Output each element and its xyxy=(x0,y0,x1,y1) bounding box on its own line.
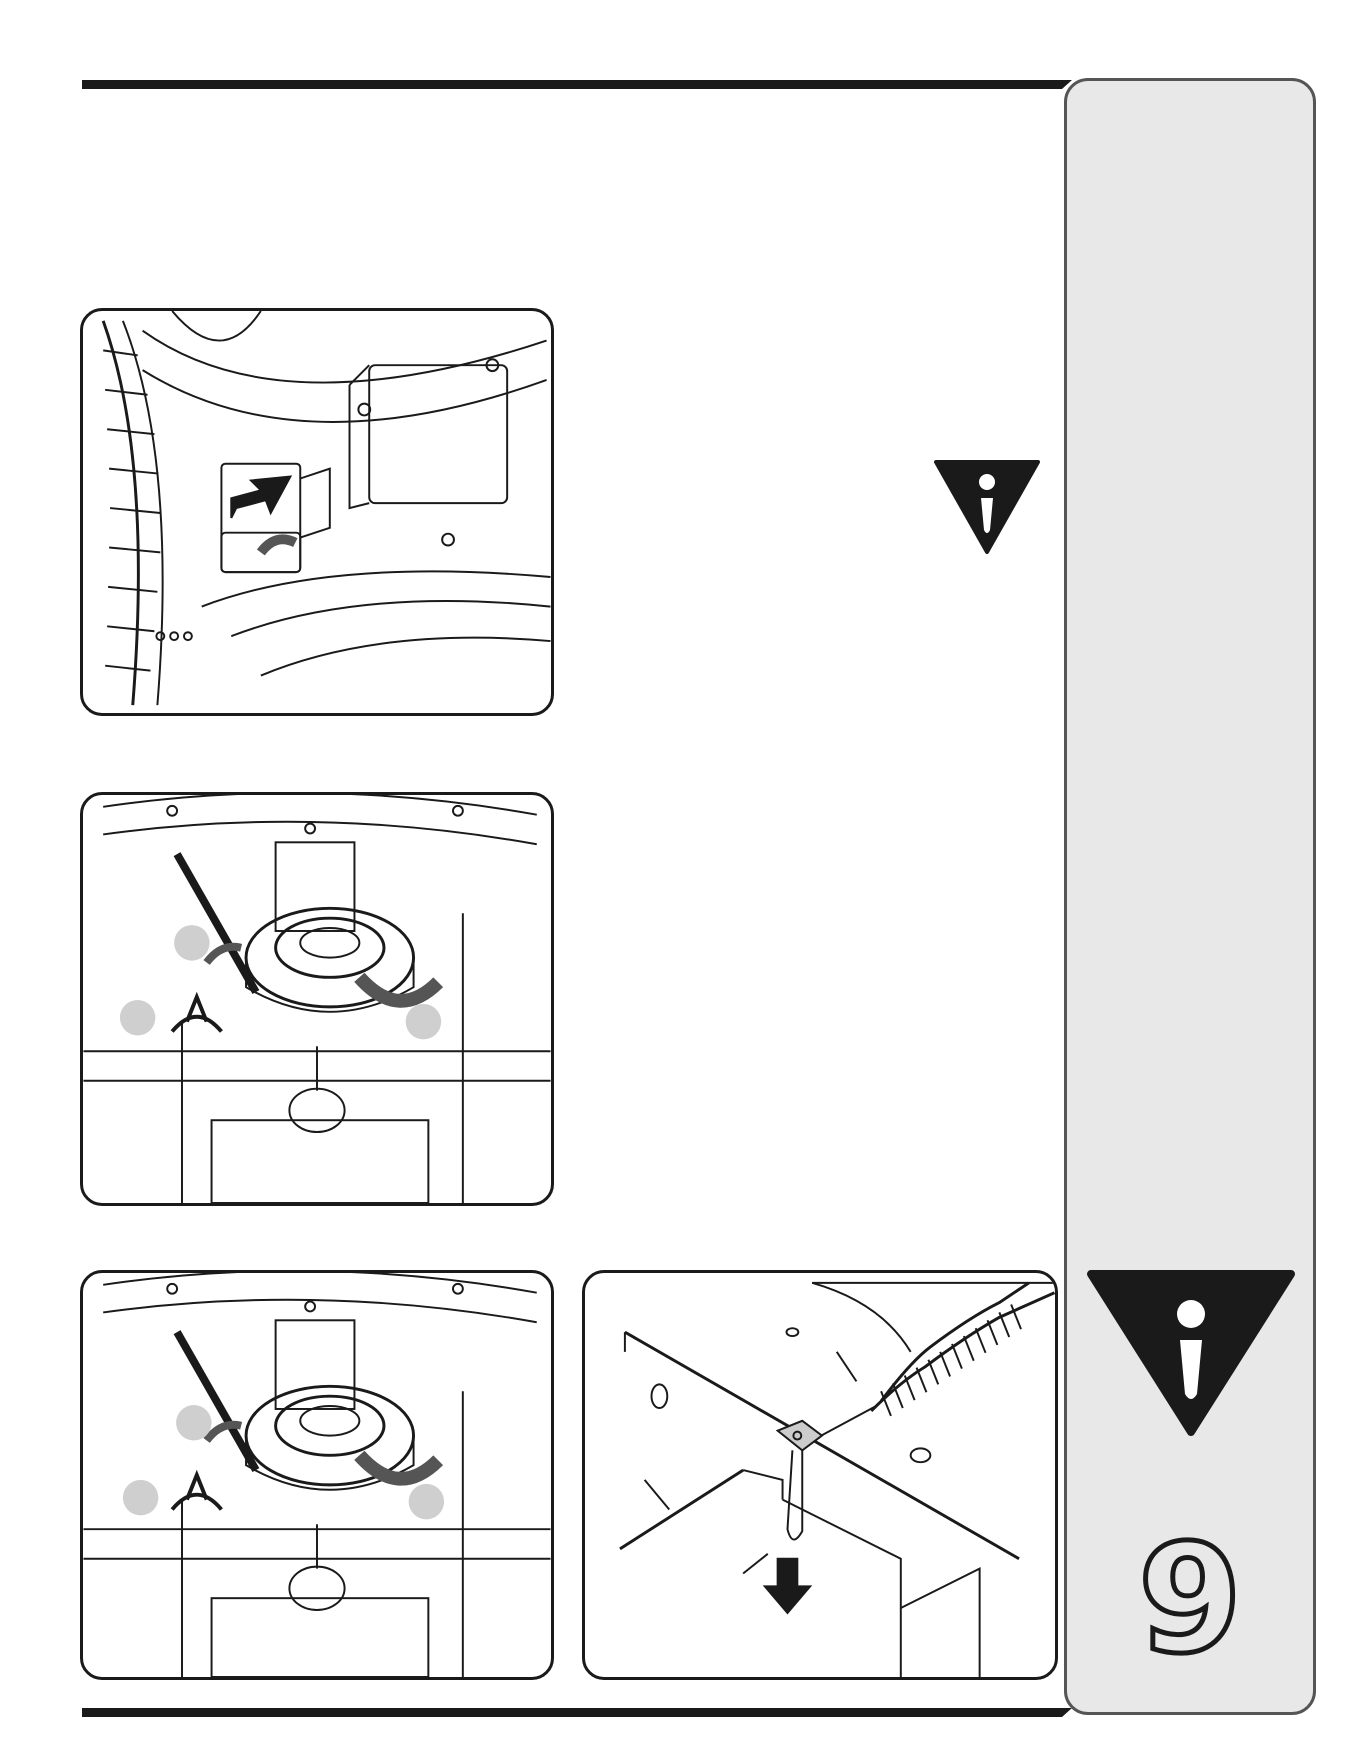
page-number: 9 xyxy=(1137,1513,1243,1687)
chapter-sidebar xyxy=(1064,78,1316,1715)
info-warning-triangle-icon xyxy=(932,458,1042,554)
figure-belt-pulley xyxy=(80,792,554,1206)
top-rule xyxy=(82,80,1062,89)
figure-lift-handle xyxy=(80,308,554,716)
figure-belt-pulley xyxy=(80,1270,554,1680)
figure-spring-hook xyxy=(582,1270,1058,1680)
info-warning-triangle-icon xyxy=(1085,1268,1297,1438)
bottom-rule xyxy=(82,1708,1062,1717)
